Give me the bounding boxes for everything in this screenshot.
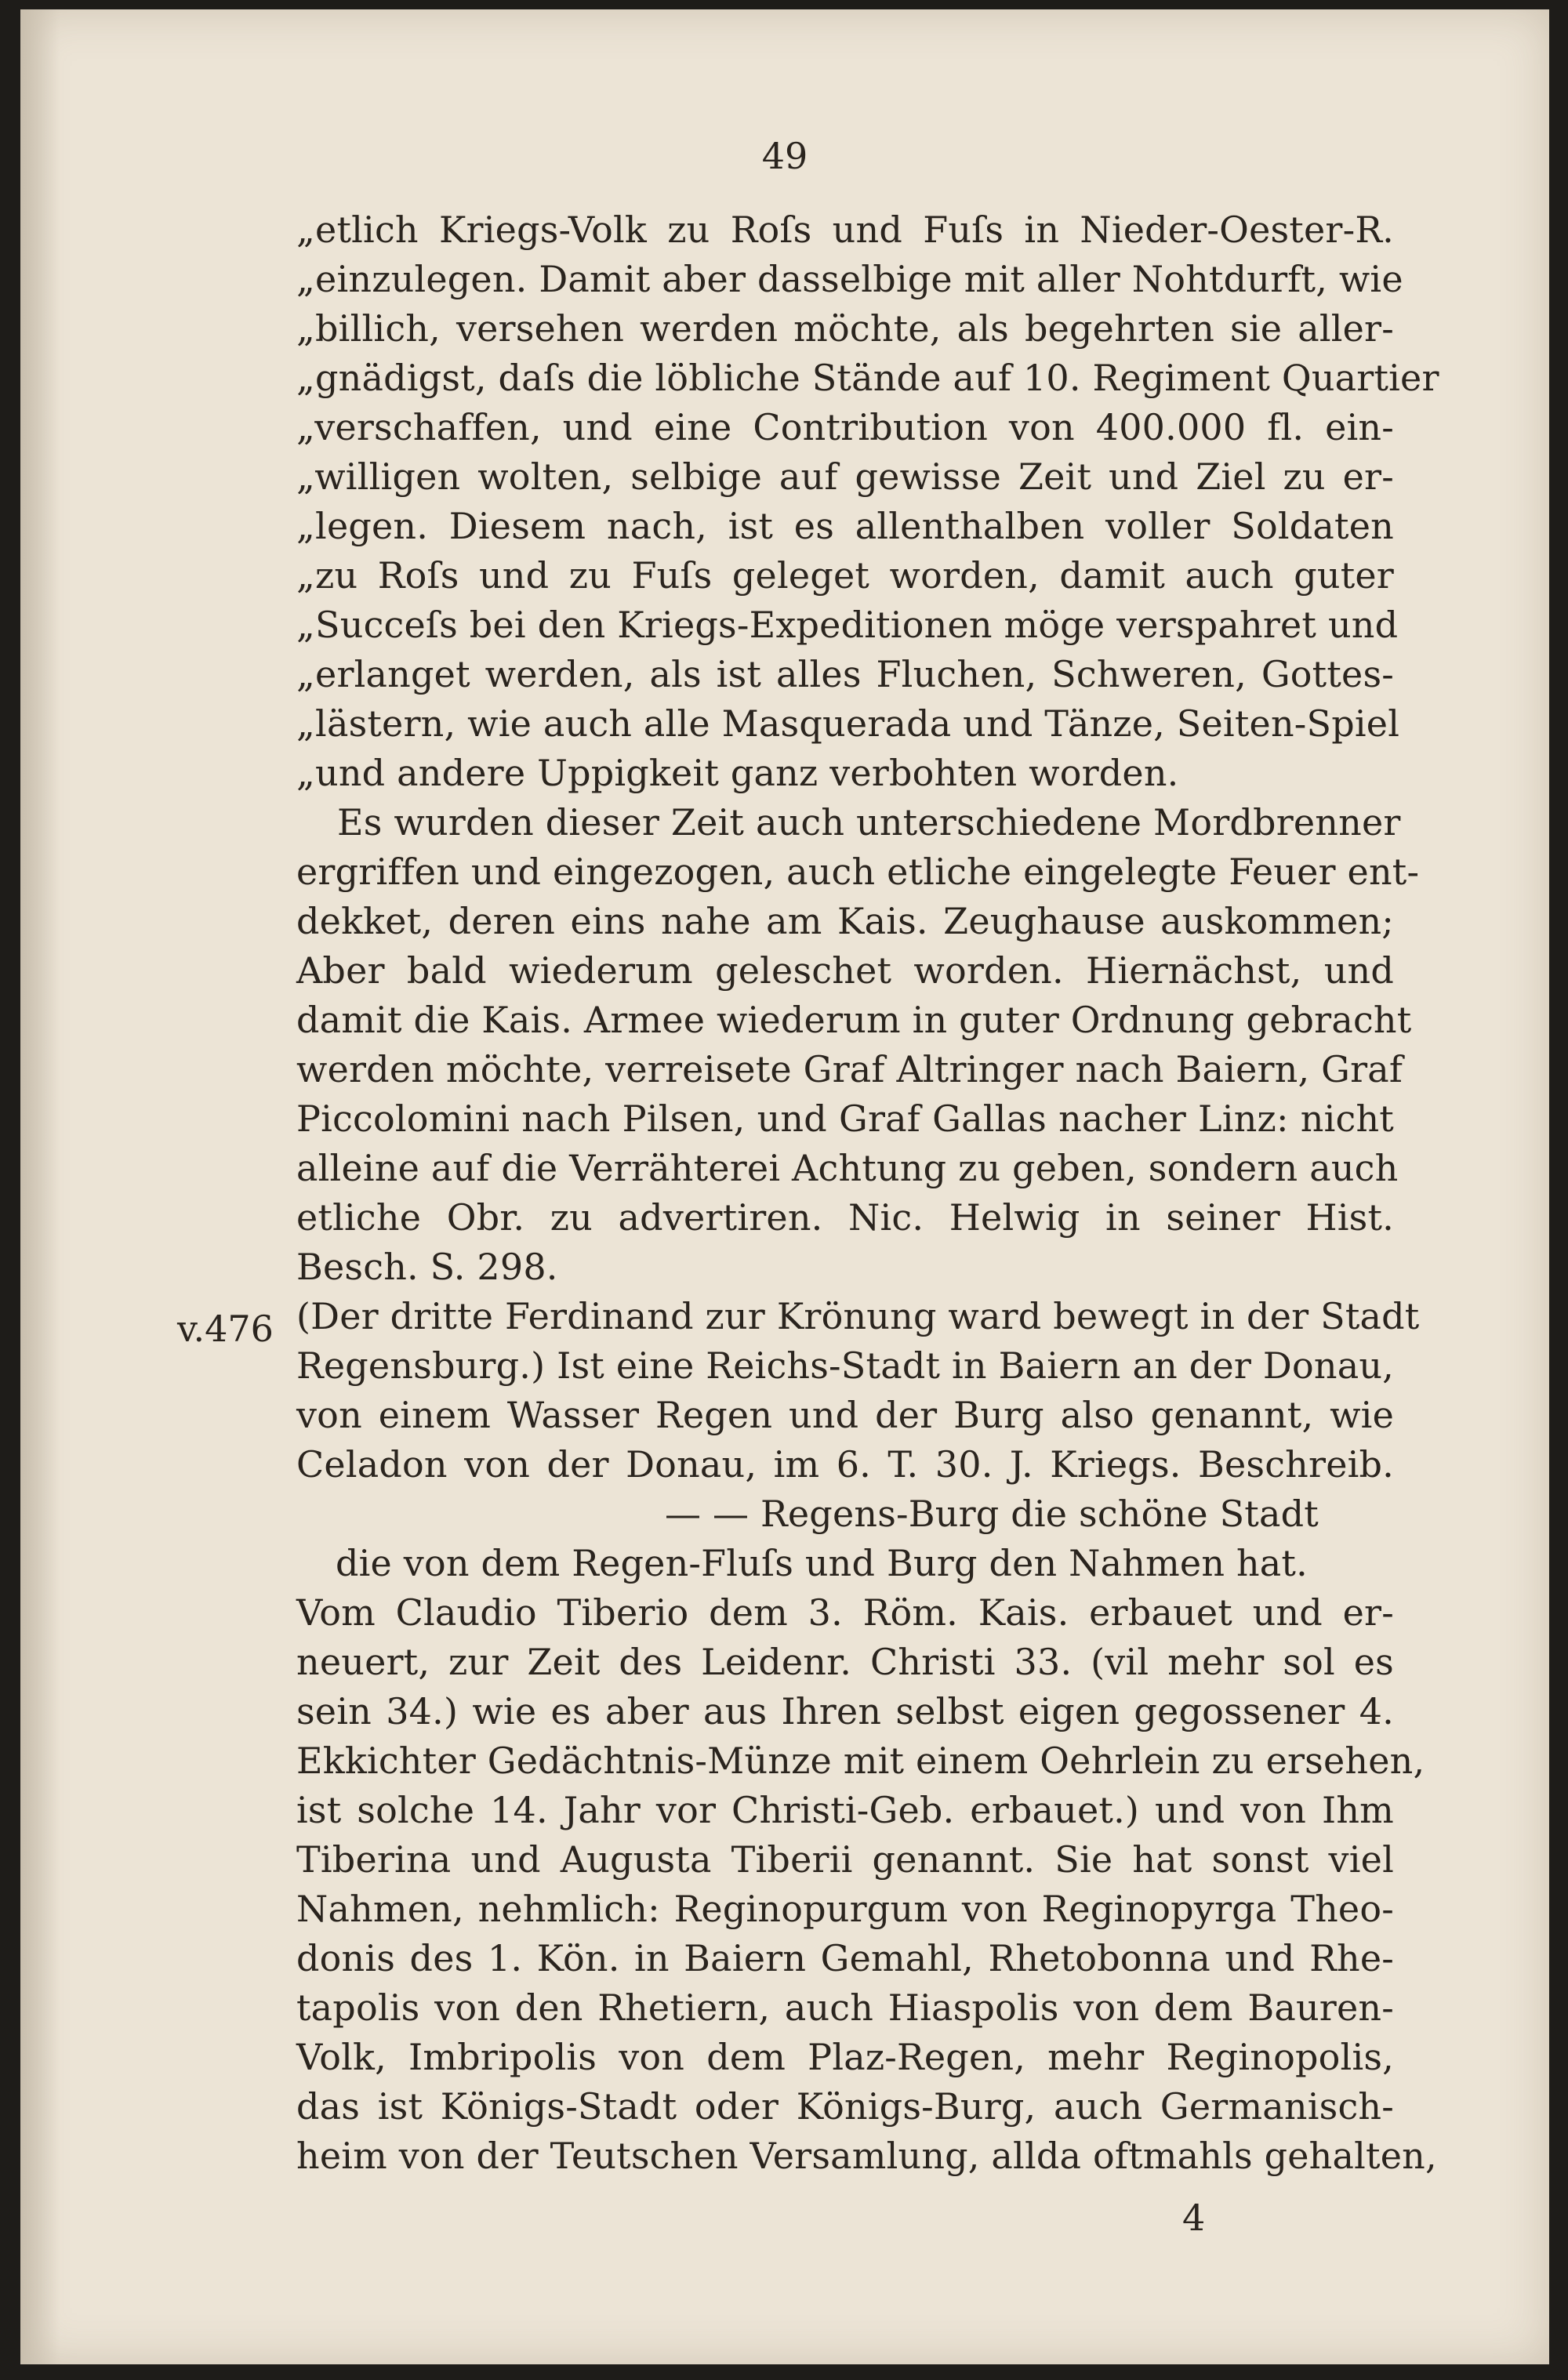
signature-mark: 4: [1182, 2197, 1206, 2239]
text-line: Besch. S. 298.: [296, 1246, 558, 1288]
text-line: sein 34.) wie es aber aus Ihren selbst eigen gegossener 4.: [296, 1690, 1394, 1732]
text-line: „zu Roſs und zu Fuſs geleget worden, damit auch guter: [296, 554, 1394, 597]
text-line: Vom Claudio Tiberio dem 3. Röm. Kais. erbauet und er-: [296, 1591, 1394, 1634]
paragraph-first-line: Es wurden dieser Zeit auch unterschiedene Mordbrenner: [337, 801, 1401, 844]
text-line: „legen. Diesem nach, ist es allenthalben voller Soldaten: [296, 505, 1394, 547]
page-gutter-shadow: [20, 9, 60, 2364]
text-line: tapolis von den Rhetiern, auch Hiaspolis von dem Bauren-: [296, 1986, 1394, 2029]
text-line: von einem Wasser Regen und der Burg also genannt, wie: [296, 1394, 1394, 1436]
text-line: heim von der Teutschen Versamlung, allda oftmahls gehalten,: [296, 2135, 1437, 2177]
text-line: Celadon von der Donau, im 6. T. 30. J. Kriegs. Beschreib.: [296, 1443, 1394, 1486]
text-line: „etlich Kriegs-Volk zu Roſs und Fuſs in Nieder-Oester-R.: [296, 209, 1394, 251]
text-line: Nahmen, nehmlich: Reginopurgum von Reginopyrga Theo-: [296, 1888, 1394, 1930]
text-line: alleine auf die Verrähterei Achtung zu geben, sondern auch: [296, 1147, 1399, 1189]
text-line: dekket, deren eins nahe am Kais. Zeughause auskommen;: [296, 900, 1394, 942]
verse-citation-line: (Der dritte Ferdinand zur Krönung ward bewegt in der Stadt: [296, 1295, 1420, 1337]
text-line: „erlanget werden, als ist alles Fluchen, Schweren, Gottes-: [296, 653, 1394, 695]
text-line: „lästern, wie auch alle Masquerada und Tänze, Seiten-Spiel: [296, 702, 1400, 745]
text-line: das ist Königs-Stadt oder Königs-Burg, auch Germanisch-: [296, 2085, 1394, 2128]
text-line: donis des 1. Kön. in Baiern Gemahl, Rhetobonna und Rhe-: [296, 1937, 1394, 1979]
page-number: 49: [761, 135, 808, 177]
text-line: „Succeſs bei den Kriegs-Expeditionen möge verspahret und: [296, 604, 1399, 646]
quoted-verse-line: die von dem Regen-Fluſs und Burg den Nahmen hat.: [336, 1542, 1308, 1584]
text-line: „willigen wolten, selbige auf gewisse Zeit und Ziel zu er-: [296, 455, 1394, 498]
text-line: Tiberina und Augusta Tiberii genannt. Sie hat sonst viel: [296, 1838, 1394, 1881]
body-text: [296, 205, 1439, 2181]
text-line: neuert, zur Zeit des Leidenr. Christi 33. (vil mehr sol es: [296, 1641, 1394, 1683]
text-line: werden möchte, verreisete Graf Altringer nach Baiern, Graf: [296, 1048, 1403, 1090]
text-line: „gnädigst, daſs die löbliche Stände auf 10. Regiment Quartier: [296, 357, 1439, 399]
book-page: [20, 9, 1549, 2364]
text-line: „billich, versehen werden möchte, als begehrten sie aller-: [296, 307, 1394, 350]
text-line: Aber bald wiederum geleschet worden. Hiernächst, und: [296, 949, 1394, 992]
text-line: ergriffen und eingezogen, auch etliche eingelegte Feuer ent-: [296, 851, 1420, 893]
text-line: „verschaffen, und eine Contribution von 400.000 fl. ein-: [296, 406, 1394, 448]
text-line: Ekkichter Gedächtnis-Münze mit einem Oehrlein zu ersehen,: [296, 1740, 1425, 1782]
text-line: ist solche 14. Jahr vor Christi-Geb. erbauet.) und von Ihm: [296, 1789, 1394, 1831]
text-line: damit die Kais. Armee wiederum in guter Ordnung gebracht: [296, 999, 1412, 1041]
text-line: Volk, Imbripolis von dem Plaz-Regen, mehr Reginopolis,: [296, 2036, 1394, 2078]
quoted-verse-line: — — Regens-Burg die schöne Stadt: [665, 1493, 1319, 1535]
text-line: „einzulegen. Damit aber dasselbige mit aller Nohtdurft, wie: [296, 258, 1403, 300]
margin-verse-reference: v.476: [177, 1308, 274, 1350]
text-line: Regensburg.) Ist eine Reichs-Stadt in Baiern an der Donau,: [296, 1344, 1394, 1387]
text-line: „und andere Uppigkeit ganz verbohten worden.: [296, 752, 1179, 794]
text-line: Piccolomini nach Pilsen, und Graf Gallas nacher Linz: nicht: [296, 1097, 1394, 1140]
text-line: etliche Obr. zu advertiren. Nic. Helwig in seiner Hist.: [296, 1196, 1394, 1239]
